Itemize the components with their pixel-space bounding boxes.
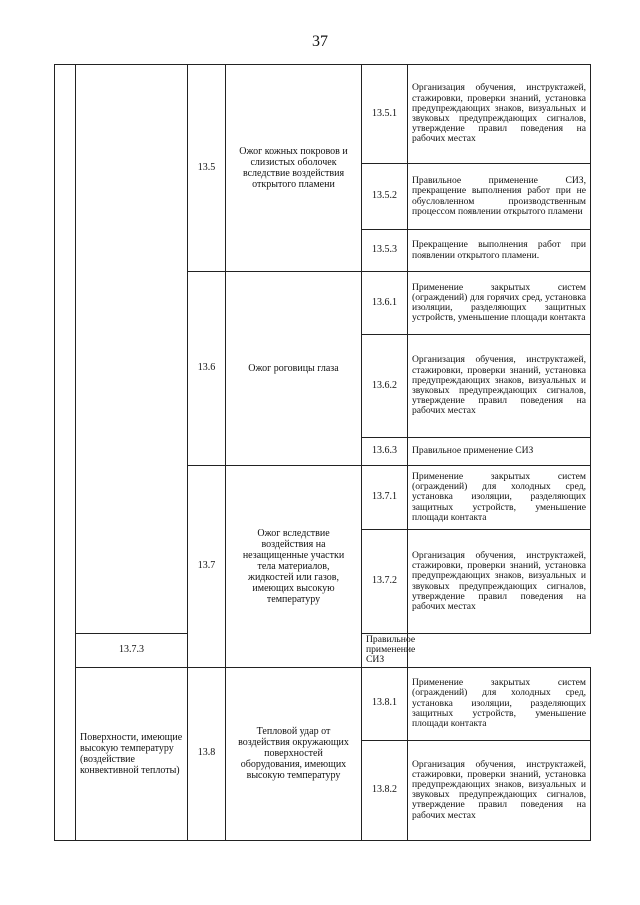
hazard-name: Ожог кожных покровов и слизистых оболочек вследствие воздействия открытого пламени <box>226 65 362 272</box>
measure-text: Организация обучения, инструктажей, стажировки, проверки знаний, установка предупреждающих знаков, визуальных и звуковых предупреждающих сигналов, утверждение правил поведения на рабочих местах <box>408 530 591 634</box>
measure-code: 13.8.2 <box>362 740 408 840</box>
measure-code: 13.5.3 <box>362 230 408 272</box>
narrow-blank-column <box>55 65 76 841</box>
hazard-code: 13.6 <box>188 272 226 466</box>
measure-text: Применение закрытых систем (ограждений) для холодных сред, установка изоляции, разделяющих защитных устройств, уменьшение площади контакта <box>408 667 591 740</box>
hazard-name: Ожог роговицы глаза <box>226 272 362 466</box>
measure-code: 13.8.1 <box>362 667 408 740</box>
measure-text: Организация обучения, инструктажей, стажировки, проверки знаний, установка предупреждающих знаков, визуальных и звуковых предупреждающих сигналов, утверждение правил поведения на рабочих местах <box>408 65 591 164</box>
hazard-name: Тепловой удар от воздействия окружающих поверхностей оборудования, имеющих высокую температуру <box>226 667 362 840</box>
measure-code: 13.7.1 <box>362 466 408 530</box>
measure-text: Правильное применение СИЗ <box>362 634 408 668</box>
category-cell-empty <box>76 65 188 634</box>
measure-code: 13.6.1 <box>362 272 408 335</box>
hazard-category: Поверхности, имеющие высокую температуру (воздействие конвективной теплоты) <box>76 667 188 840</box>
measure-code: 13.7.2 <box>362 530 408 634</box>
hazard-code: 13.7 <box>188 466 226 668</box>
measure-text: Организация обучения, инструктажей, стажировки, проверки знаний, установка предупреждающих знаков, визуальных и звуковых предупреждающих сигналов, утверждение правил поведения на рабочих местах <box>408 740 591 840</box>
table-row <box>55 65 591 164</box>
measure-code: 13.6.2 <box>362 335 408 438</box>
measure-code: 13.7.3 <box>76 634 188 668</box>
page-number: 37 <box>312 33 328 50</box>
measure-code: 13.5.1 <box>362 65 408 164</box>
measure-text: Применение закрытых систем (ограждений) для горячих сред, установка изоляции, разделяющих защитных устройств, уменьшение площади контакта <box>408 272 591 335</box>
measure-text: Правильное применение СИЗ, прекращение выполнения работ при не обусловленном производственным процессом появлении открытого пламени <box>408 164 591 230</box>
hazard-name: Ожог вследствие воздействия на незащищенные участки тела материалов, жидкостей или газов, имеющих высокую температуру <box>226 466 362 668</box>
measure-text: Правильное применение СИЗ <box>408 438 591 466</box>
measure-code: 13.6.3 <box>362 438 408 466</box>
hazard-code: 13.5 <box>188 65 226 272</box>
hazard-table <box>54 64 591 841</box>
measure-text: Прекращение выполнения работ при появлении открытого пламени. <box>408 230 591 272</box>
table-row <box>55 667 591 740</box>
measure-code: 13.5.2 <box>362 164 408 230</box>
hazard-code: 13.8 <box>188 667 226 840</box>
measure-text: Организация обучения, инструктажей, стажировки, проверки знаний, установка предупреждающих знаков, визуальных и звуковых предупреждающих сигналов, утверждение правил поведения на рабочих местах <box>408 335 591 438</box>
measure-text: Применение закрытых систем (ограждений) для холодных сред, установка изоляции, разделяющих защитных устройств, уменьшение площади контакта <box>408 466 591 530</box>
